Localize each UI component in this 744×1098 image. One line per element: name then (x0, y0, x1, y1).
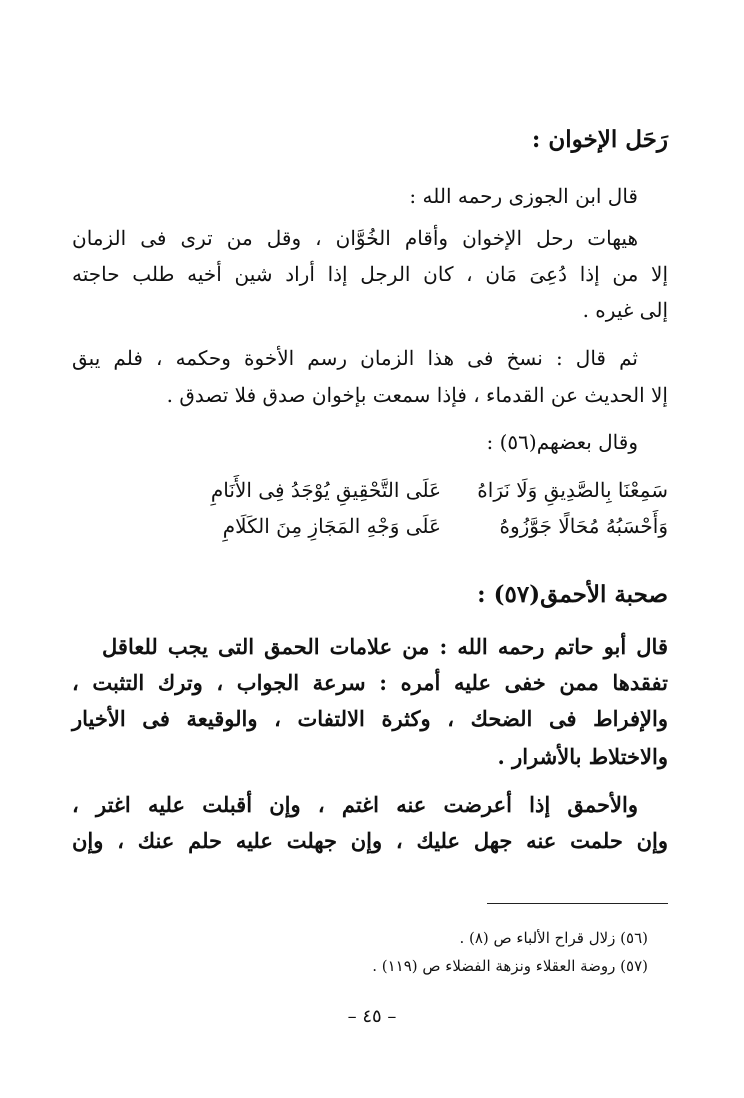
section-heading: رَحَل الإخوان : (531, 126, 668, 153)
footnote: (٥٦) زلال قراح الألباء ص (٨) . (459, 929, 648, 947)
paragraph-line: قال ابن الجوزى رحمه الله : (409, 184, 638, 208)
footnote-divider (487, 903, 668, 904)
verse-hemistich: عَلَى وَجْهِ المَجَازِ مِنَ الكَلَامِ (222, 514, 441, 538)
paragraph-line: إلا الحديث عن القدماء ، فإذا سمعت بإخوان صدق فلا تصدق . (166, 383, 668, 407)
paragraph-line: والإفراط فى الضحك ، وكثرة الالتفات ، والوقيعة فى الأخيار (72, 706, 668, 731)
section-heading: صحبة الأحمق(٥٧) : (477, 581, 668, 608)
verse-hemistich: سَمِعْنَا بِالصَّدِيقِ وَلَا نَرَاهُ (477, 478, 668, 502)
verse-hemistich: عَلَى التَّحْقِيقِ يُوْجَدُ فِى الأَنَامِ (210, 478, 441, 502)
paragraph-line: تفقدها ممن خفى عليه أمره : سرعة الجواب ، وترك التثبت ، (72, 670, 668, 695)
paragraph-line: وإن حلمت عنه جهل عليك ، وإن جهلت عليه حلم عنك ، وإن (72, 828, 668, 853)
paragraph-line: والاختلاط بالأشرار . (497, 744, 668, 769)
paragraph-line: إلا من إذا دُعِىَ مَان ، كان الرجل إذا أراد شين أخيه طلب حاجته (72, 262, 669, 286)
page-number: – ٤٥ – (347, 1006, 397, 1027)
paragraph-line: والأحمق إذا أعرضت عنه اغتم ، وإن أقبلت عليه اغتر ، (72, 792, 638, 817)
footnote: (٥٧) روضة العقلاء ونزهة الفضلاء ص (١١٩) . (372, 957, 648, 975)
paragraph-line: إلى غيره . (582, 298, 668, 322)
verse-hemistich: وَأَحْسَبُهُ مُحَالًا جَوَّزُوهُ (499, 514, 668, 538)
verse-intro: وقال بعضهم(٥٦) : (486, 430, 638, 454)
paragraph-line: ثم قال : نسخ فى هذا الزمان رسم الأخوة وحكمه ، فلم يبق (72, 346, 638, 370)
paragraph-line: قال أبو حاتم رحمه الله : من علامات الحمق التى يجب للعاقل (102, 634, 668, 659)
paragraph-line: هيهات رحل الإخوان وأقام الخُوَّان ، وقل من ترى فى الزمان (72, 226, 638, 250)
